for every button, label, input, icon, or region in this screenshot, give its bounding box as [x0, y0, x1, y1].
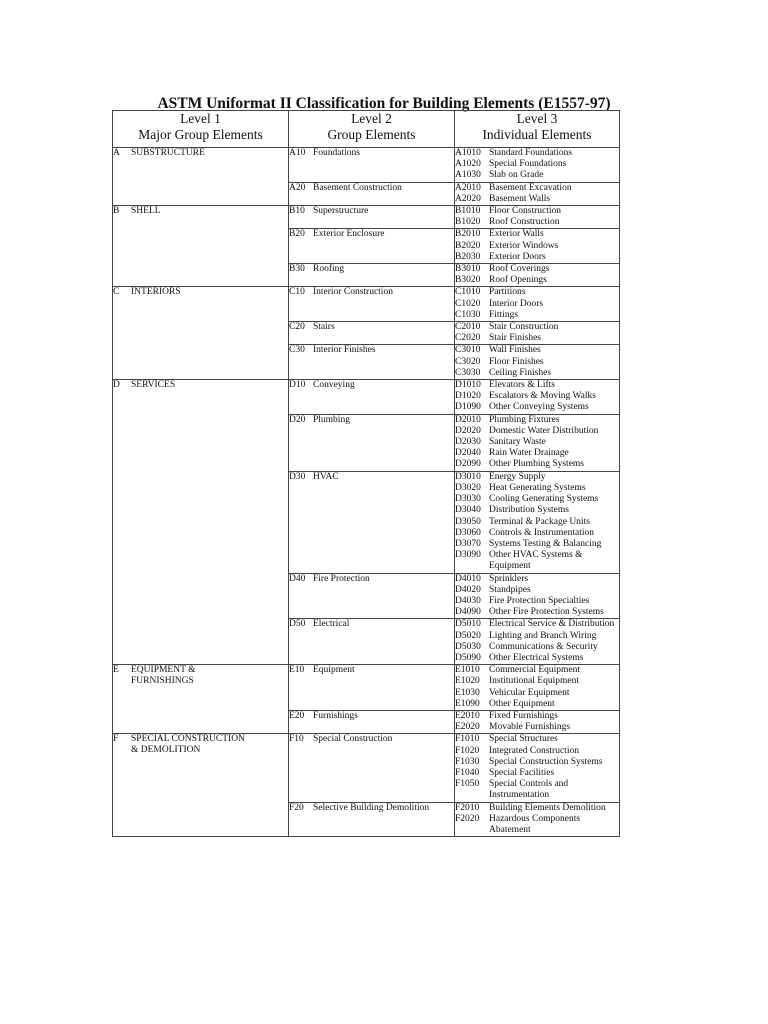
- individual-element: [455, 483, 619, 494]
- individual-element: [455, 264, 619, 275]
- group-element-name: Exterior Enclosure: [313, 229, 385, 240]
- individual-element-code: D3020: [455, 482, 481, 493]
- individual-element-code: D4090: [455, 607, 481, 618]
- individual-element: [455, 585, 619, 596]
- major-group-code: A: [113, 148, 120, 158]
- individual-element: [455, 275, 619, 286]
- major-group-name: SERVICES: [131, 380, 176, 391]
- individual-element-code: D5090: [455, 652, 481, 663]
- individual-element-name: Basement Walls: [489, 193, 551, 204]
- document-title: ASTM Uniformat II Classification for Building Elements (E1557-97): [157, 95, 611, 112]
- individual-element-name: Standard Foundations: [489, 148, 573, 158]
- major-group-line: [113, 148, 288, 159]
- individual-element-code: D1020: [455, 391, 481, 402]
- individual-element-name: Ceiling Finishes: [489, 367, 552, 378]
- major-group-name: FURNISHINGS: [131, 676, 194, 687]
- individual-element-code: B1010: [455, 206, 481, 217]
- individual-element-code: D2030: [455, 437, 481, 448]
- major-group-code: E: [113, 665, 119, 676]
- major-group-name: SUBSTRUCTURE: [131, 148, 205, 158]
- individual-element: [455, 287, 619, 298]
- group-element-name: Stairs: [313, 322, 335, 333]
- individual-element: [455, 345, 619, 356]
- individual-element: [455, 642, 619, 653]
- individual-element-code: A1030: [455, 170, 481, 181]
- individual-element-name: Controls & Instrumentation: [489, 527, 595, 538]
- major-group-line: [113, 745, 288, 756]
- individual-element: [455, 368, 619, 379]
- individual-element-name: Slab on Grade: [489, 170, 544, 181]
- individual-element: [455, 722, 619, 733]
- individual-elements-cell: [455, 414, 620, 471]
- individual-element-name: Domestic Water Distribution: [489, 425, 599, 436]
- individual-element: [455, 653, 619, 664]
- individual-element: [455, 803, 619, 814]
- individual-element-code: E1030: [455, 687, 480, 698]
- individual-element: [455, 206, 619, 217]
- individual-element: [455, 333, 619, 344]
- individual-elements-cell: [455, 710, 620, 733]
- individual-element-code: E1010: [455, 665, 480, 676]
- individual-element: [455, 619, 619, 630]
- individual-element-name: Other Fire Protection Systems: [489, 607, 604, 618]
- individual-element-code: F2010: [455, 802, 480, 813]
- individual-elements-cell: [455, 471, 620, 573]
- group-element-code: A10: [289, 148, 306, 158]
- table-row: [113, 287, 620, 322]
- individual-element: [455, 757, 619, 768]
- individual-element-code: B2030: [455, 251, 481, 262]
- individual-element-name: Heat Generating Systems: [489, 482, 586, 493]
- group-element-code: E10: [289, 665, 305, 676]
- group-element-cell: [289, 182, 455, 205]
- individual-element-code: D3060: [455, 527, 481, 538]
- individual-element: [455, 322, 619, 333]
- group-element-code: E20: [289, 710, 305, 721]
- individual-elements-cell: [455, 287, 620, 322]
- individual-elements-cell: [455, 148, 620, 183]
- group-element-name: Foundations: [313, 148, 360, 158]
- major-group-code: F: [113, 734, 119, 745]
- group-element-code: B10: [289, 206, 305, 217]
- individual-element-name: Sprinklers: [489, 573, 529, 584]
- individual-element-code: D2090: [455, 459, 481, 470]
- group-element-name: Furnishings: [313, 710, 358, 721]
- individual-element-name: Fire Protection Specialties: [489, 595, 590, 606]
- group-element-code: B20: [289, 229, 305, 240]
- individual-element: [455, 550, 619, 572]
- individual-element: [455, 472, 619, 483]
- individual-element-code: A1010: [455, 148, 481, 158]
- group-element-cell: [289, 665, 455, 711]
- individual-element-name: Special Structures: [489, 734, 558, 745]
- group-element-name: Conveying: [313, 380, 355, 391]
- table-row: [113, 380, 620, 415]
- individual-element-code: B1020: [455, 217, 481, 228]
- individual-element-name: Special Facilities: [489, 767, 555, 778]
- major-group-code: D: [113, 380, 120, 391]
- individual-element: [455, 415, 619, 426]
- individual-elements-cell: [455, 573, 620, 619]
- major-group-cell: [113, 287, 289, 380]
- group-element-cell: [289, 229, 455, 264]
- individual-element: [455, 528, 619, 539]
- individual-elements-cell: [455, 264, 620, 287]
- individual-element-name: Institutional Equipment: [489, 676, 579, 687]
- individual-element: [455, 252, 619, 263]
- individual-element-name: Exterior Doors: [489, 251, 546, 262]
- major-group-cell: [113, 734, 289, 837]
- individual-element-code: A2020: [455, 193, 481, 204]
- individual-element-name: Other Plumbing Systems: [489, 459, 585, 470]
- individual-element-name: Cooling Generating Systems: [489, 494, 599, 505]
- individual-element-code: D3090: [455, 550, 481, 561]
- individual-element: [455, 607, 619, 618]
- individual-element-name: Stair Finishes: [489, 333, 541, 344]
- individual-element-name: Exterior Windows: [489, 240, 559, 251]
- individual-element-code: D1090: [455, 402, 481, 413]
- individual-element-name: Hazardous Components Abatement: [489, 813, 581, 835]
- level3-subtitle: Individual Elements: [482, 127, 592, 142]
- individual-element-code: C3010: [455, 345, 481, 356]
- individual-element-name: Roof Coverings: [489, 264, 550, 275]
- individual-element-name: Fittings: [489, 309, 519, 320]
- individual-element-name: Rain Water Drainage: [489, 448, 569, 459]
- group-element-code: C20: [289, 322, 305, 333]
- group-element-name: Equipment: [313, 665, 355, 676]
- individual-element: [455, 596, 619, 607]
- individual-element: [455, 676, 619, 687]
- individual-element-code: D4020: [455, 584, 481, 595]
- individual-element: [455, 380, 619, 391]
- individual-element: [455, 183, 619, 194]
- major-group-line: [113, 380, 288, 391]
- individual-element-name: Wall Finishes: [489, 345, 541, 356]
- individual-element: [455, 665, 619, 676]
- group-element-cell: [289, 206, 455, 229]
- individual-element: [455, 688, 619, 699]
- table-row: [113, 665, 620, 711]
- major-group-cell: [113, 380, 289, 665]
- individual-elements-cell: [455, 206, 620, 229]
- individual-element: [455, 170, 619, 181]
- major-group-name: SPECIAL CONSTRUCTION: [131, 734, 245, 745]
- individual-element-name: Integrated Construction: [489, 745, 579, 756]
- group-element-code: F10: [289, 734, 304, 745]
- individual-element: [455, 159, 619, 170]
- individual-element-name: Other Equipment: [489, 698, 555, 709]
- group-element-name: Special Construction: [313, 734, 393, 745]
- individual-element-name: Special Construction Systems: [489, 756, 603, 767]
- individual-element-code: D5010: [455, 619, 481, 630]
- individual-element-name: Energy Supply: [489, 471, 546, 482]
- level1-title: Level 1: [180, 111, 221, 126]
- group-element-cell: [289, 710, 455, 733]
- table-row: [113, 734, 620, 802]
- individual-element-name: Escalators & Moving Walks: [489, 391, 596, 402]
- major-group-name: EQUIPMENT &: [131, 665, 196, 676]
- individual-element-code: D2040: [455, 448, 481, 459]
- group-element-code: D40: [289, 573, 306, 584]
- individual-element-name: Commercial Equipment: [489, 665, 581, 676]
- level2-subtitle: Group Elements: [327, 127, 416, 142]
- individual-element-name: Floor Finishes: [489, 356, 544, 367]
- group-element-name: Plumbing: [313, 414, 350, 425]
- individual-element-name: Partitions: [489, 287, 526, 298]
- group-element-name: Superstructure: [313, 206, 369, 217]
- individual-element: [455, 699, 619, 710]
- individual-element-code: F1020: [455, 745, 480, 756]
- individual-element-code: C2020: [455, 333, 481, 344]
- group-element-code: D30: [289, 471, 306, 482]
- individual-element-name: Terminal & Package Units: [489, 516, 590, 527]
- individual-element: [455, 148, 619, 159]
- individual-element-code: C1010: [455, 287, 481, 298]
- individual-element-name: Building Elements Demolition: [489, 802, 606, 813]
- individual-elements-cell: [455, 229, 620, 264]
- individual-element-name: Vehicular Equipment: [489, 687, 570, 698]
- individual-element: [455, 426, 619, 437]
- individual-element-code: F1030: [455, 756, 480, 767]
- individual-element: [455, 505, 619, 516]
- individual-element-name: Special Controls and Instrumentation: [489, 779, 569, 801]
- individual-element-code: A2010: [455, 182, 481, 193]
- individual-element-name: Other Conveying Systems: [489, 402, 589, 413]
- individual-element-name: Interior Doors: [489, 298, 544, 309]
- major-group-name: & DEMOLITION: [131, 745, 201, 756]
- individual-element-name: Roof Openings: [489, 275, 547, 286]
- individual-elements-cell: [455, 182, 620, 205]
- individual-element: [455, 437, 619, 448]
- individual-element: [455, 779, 619, 801]
- group-element-cell: [289, 380, 455, 415]
- individual-element: [455, 459, 619, 470]
- major-group-line: [113, 665, 288, 676]
- header-row: [113, 111, 620, 148]
- individual-element: [455, 391, 619, 402]
- individual-element-code: D3050: [455, 516, 481, 527]
- individual-element-code: A1020: [455, 159, 481, 170]
- individual-element: [455, 229, 619, 240]
- individual-element: [455, 631, 619, 642]
- individual-element: [455, 711, 619, 722]
- group-element-name: Interior Finishes: [313, 345, 376, 356]
- group-element-cell: [289, 264, 455, 287]
- individual-element-code: D1010: [455, 380, 481, 391]
- individual-elements-cell: [455, 345, 620, 380]
- level3-title: Level 3: [516, 111, 558, 126]
- individual-element-name: Sanitary Waste: [489, 437, 546, 448]
- level1-subtitle: Major Group Elements: [138, 127, 263, 142]
- individual-element-name: Roof Construction: [489, 217, 560, 228]
- group-element-cell: [289, 414, 455, 471]
- group-element-cell: [289, 322, 455, 345]
- level1-header: [113, 111, 289, 148]
- classification-table: [112, 110, 620, 837]
- individual-element-name: Movable Furnishings: [489, 722, 571, 733]
- individual-element-name: Communications & Security: [489, 641, 598, 652]
- group-element-name: Fire Protection: [313, 573, 370, 584]
- individual-element: [455, 299, 619, 310]
- individual-element-name: Other Electrical Systems: [489, 652, 584, 663]
- individual-element: [455, 194, 619, 205]
- individual-element: [455, 448, 619, 459]
- major-group-cell: [113, 148, 289, 206]
- major-group-line: [113, 676, 288, 687]
- major-group-name: SHELL: [131, 206, 161, 217]
- individual-element-code: D3040: [455, 505, 481, 516]
- individual-element: [455, 402, 619, 413]
- group-element-code: D10: [289, 380, 306, 391]
- group-element-code: C10: [289, 287, 305, 298]
- individual-element-code: C3020: [455, 356, 481, 367]
- individual-element: [455, 217, 619, 228]
- individual-element-name: Special Foundations: [489, 159, 567, 170]
- level3-header: [455, 111, 620, 148]
- individual-element-code: B3020: [455, 275, 481, 286]
- individual-element: [455, 539, 619, 550]
- group-element-name: Interior Construction: [313, 287, 393, 298]
- individual-element: [455, 310, 619, 321]
- group-element-cell: [289, 345, 455, 380]
- individual-elements-cell: [455, 802, 620, 837]
- individual-element-code: D4010: [455, 573, 481, 584]
- group-element-cell: [289, 619, 455, 665]
- individual-element-name: Elevators & Lifts: [489, 380, 555, 391]
- individual-element-code: E2010: [455, 710, 480, 721]
- group-element-code: F20: [289, 802, 304, 813]
- individual-element-code: D3030: [455, 494, 481, 505]
- individual-element-code: E1020: [455, 676, 480, 687]
- individual-element: [455, 746, 619, 757]
- individual-element-code: C1030: [455, 309, 481, 320]
- individual-element-code: D3070: [455, 538, 481, 549]
- individual-elements-cell: [455, 619, 620, 665]
- individual-element-code: E2020: [455, 722, 480, 733]
- individual-elements-cell: [455, 734, 620, 802]
- major-group-cell: [113, 665, 289, 734]
- group-element-name: Selective Building Demolition: [313, 802, 430, 813]
- group-element-code: B30: [289, 264, 305, 275]
- group-element-name: Electrical: [313, 619, 350, 630]
- individual-element: [455, 241, 619, 252]
- individual-element-name: Exterior Walls: [489, 229, 544, 240]
- group-element-cell: [289, 573, 455, 619]
- group-element-code: D50: [289, 619, 306, 630]
- group-element-code: D20: [289, 414, 306, 425]
- group-element-cell: [289, 287, 455, 322]
- group-element-name: HVAC: [313, 471, 339, 482]
- individual-elements-cell: [455, 380, 620, 415]
- group-element-cell: [289, 148, 455, 183]
- major-group-code: B: [113, 206, 120, 217]
- major-group-name: INTERIORS: [131, 287, 181, 298]
- individual-element-name: Lighting and Branch Wiring: [489, 630, 597, 641]
- major-group-line: [113, 206, 288, 217]
- individual-element: [455, 357, 619, 368]
- group-element-name: Roofing: [313, 264, 345, 275]
- level2-title: Level 2: [351, 111, 392, 126]
- individual-element-code: F1040: [455, 767, 480, 778]
- individual-element-name: Fixed Furnishings: [489, 710, 558, 721]
- level2-header: [289, 111, 455, 148]
- individual-element-code: F2020: [455, 813, 480, 824]
- individual-element-name: Floor Construction: [489, 206, 562, 217]
- individual-element-code: C1020: [455, 298, 481, 309]
- group-element-cell: [289, 471, 455, 573]
- individual-element: [455, 494, 619, 505]
- individual-element-name: Standpipes: [489, 584, 531, 595]
- group-element-code: A20: [289, 182, 306, 193]
- individual-element-name: Distribution Systems: [489, 505, 569, 516]
- individual-element: [455, 734, 619, 745]
- individual-element-name: Electrical Service & Distribution: [489, 619, 615, 630]
- individual-element-code: E1090: [455, 698, 480, 709]
- individual-element-code: B2020: [455, 240, 481, 251]
- group-element-name: Basement Construction: [313, 182, 402, 193]
- individual-element: [455, 814, 619, 836]
- individual-element-name: Systems Testing & Balancing: [489, 538, 602, 549]
- individual-elements-cell: [455, 665, 620, 711]
- group-element-cell: [289, 734, 455, 802]
- individual-element-name: Basement Excavation: [489, 182, 572, 193]
- individual-element-code: D5030: [455, 641, 481, 652]
- individual-element-code: D2020: [455, 425, 481, 436]
- table-row: [113, 148, 620, 183]
- major-group-line: [113, 734, 288, 745]
- individual-element-code: B2010: [455, 229, 481, 240]
- individual-element-name: Stair Construction: [489, 322, 559, 333]
- individual-element-code: C2010: [455, 322, 481, 333]
- major-group-line: [113, 287, 288, 298]
- individual-element-code: F1050: [455, 779, 480, 790]
- major-group-code: C: [113, 287, 120, 298]
- individual-element-code: D5020: [455, 630, 481, 641]
- individual-element: [455, 517, 619, 528]
- individual-element-code: D2010: [455, 414, 481, 425]
- individual-element: [455, 768, 619, 779]
- group-element-cell: [289, 802, 455, 837]
- individual-elements-cell: [455, 322, 620, 345]
- major-group-cell: [113, 206, 289, 287]
- group-element-code: C30: [289, 345, 305, 356]
- table-row: [113, 206, 620, 229]
- individual-element-name: Plumbing Fixtures: [489, 414, 560, 425]
- individual-element-name: Other HVAC Systems & Equipment: [489, 550, 583, 572]
- individual-element-code: B3010: [455, 264, 481, 275]
- classification-body: [113, 148, 620, 837]
- individual-element-code: C3030: [455, 367, 481, 378]
- individual-element-code: D3010: [455, 471, 481, 482]
- individual-element-code: F1010: [455, 734, 480, 745]
- individual-element-code: D4030: [455, 595, 481, 606]
- individual-element: [455, 574, 619, 585]
